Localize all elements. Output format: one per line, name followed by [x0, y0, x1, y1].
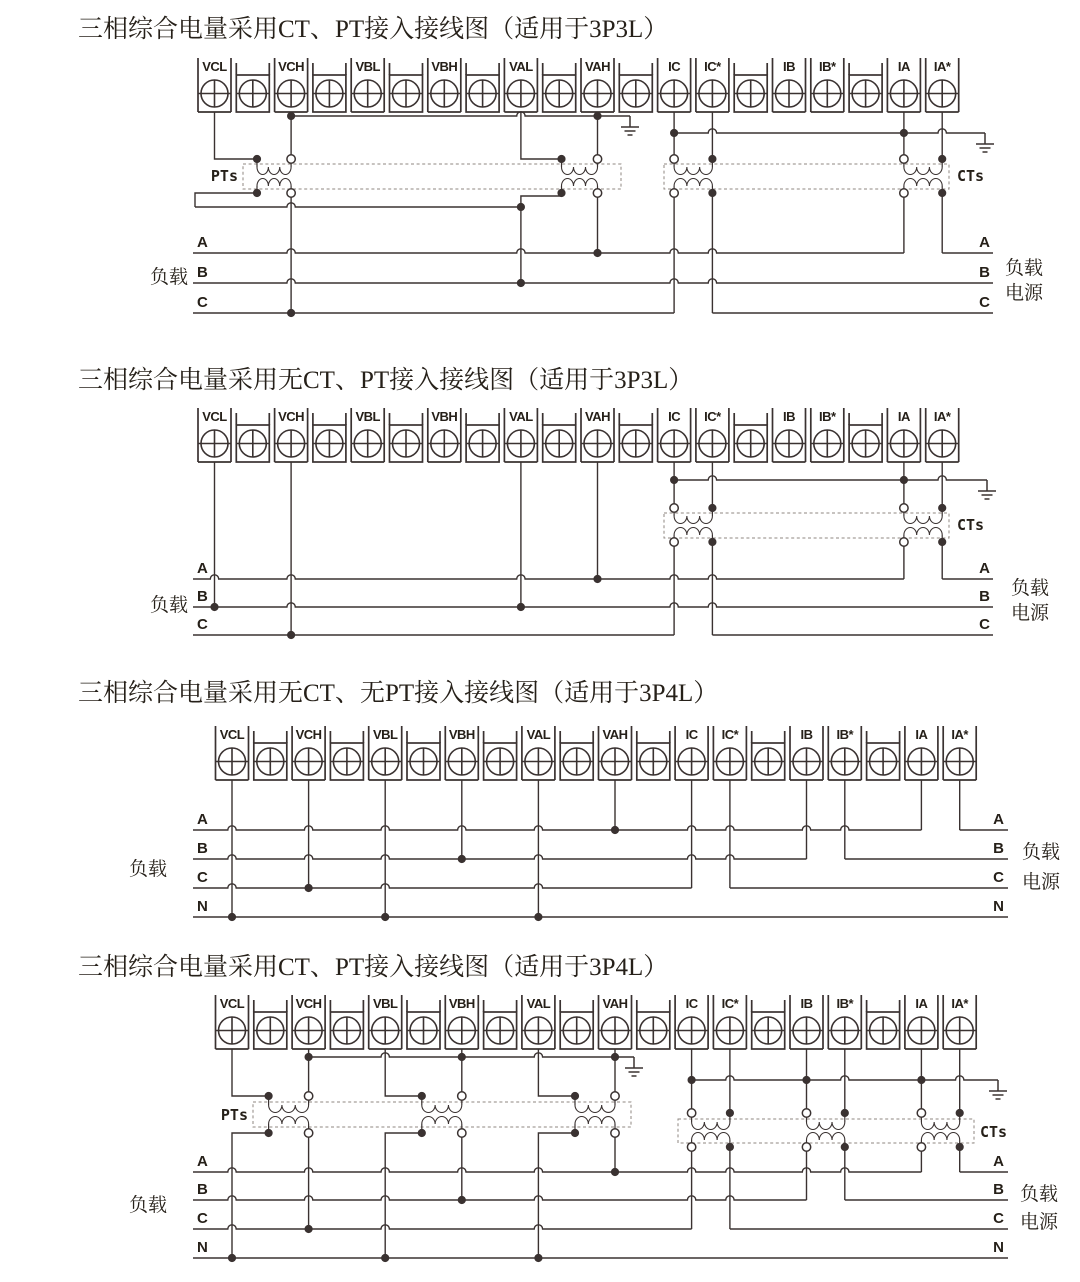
junction-dot	[287, 309, 295, 317]
phase-line	[193, 603, 993, 607]
phase-label-right: N	[993, 1239, 1004, 1256]
polarity-mark	[900, 538, 908, 546]
terminal-label: IA	[897, 59, 910, 74]
polarity-mark	[458, 1129, 466, 1137]
polarity-mark	[687, 1109, 695, 1117]
wire	[232, 1049, 269, 1096]
phase-label-right: A	[993, 811, 1004, 828]
transformer-coil	[692, 1133, 730, 1140]
terminal-label: IB	[783, 59, 795, 74]
phase-label-left: N	[197, 1239, 208, 1256]
junction-dot	[708, 189, 716, 197]
polarity-mark	[802, 1143, 810, 1151]
phase-line	[193, 826, 921, 830]
phase-label-left: A	[197, 560, 208, 577]
terminal-label: IC*	[721, 727, 739, 742]
phase-label-right: B	[993, 840, 1004, 857]
phase-label-right: A	[979, 560, 990, 577]
transformer-coil	[674, 516, 712, 524]
polarity-mark	[611, 1092, 619, 1100]
diagram-2-title: 三相综合电量采用无CT、PT接入接线图（适用于3P3L）	[78, 367, 694, 394]
phase-line	[193, 1225, 692, 1229]
load-label-right: 负载	[1010, 578, 1050, 599]
phase-label-right: A	[993, 1153, 1004, 1170]
transformer-coil	[575, 1117, 615, 1125]
terminal-label: IC	[668, 59, 681, 74]
junction-dot	[611, 1053, 619, 1061]
load-label-right: 负载	[1021, 842, 1061, 863]
junction-dot	[253, 189, 261, 197]
polarity-mark	[304, 1092, 312, 1100]
load-label-left: 负载	[128, 859, 168, 880]
source-label-right: 电源	[1021, 872, 1061, 893]
junction-dot	[381, 913, 389, 921]
terminal-label: IC*	[721, 996, 739, 1011]
terminal-label: VBL	[355, 409, 380, 424]
polarity-mark	[917, 1143, 925, 1151]
phase-label-left: B	[197, 588, 208, 605]
terminal-label: IC	[685, 996, 698, 1011]
junction-dot	[670, 476, 678, 484]
junction-dot	[265, 1129, 273, 1137]
ct-label: CTs	[957, 167, 985, 185]
junction-dot	[726, 1143, 734, 1151]
junction-dot	[458, 1196, 466, 1204]
terminal-label: IA*	[933, 409, 951, 424]
diagram-1-title: 三相综合电量采用CT、PT接入接线图（适用于3P3L）	[78, 16, 669, 43]
terminal-label: VAL	[509, 409, 533, 424]
junction-dot	[381, 1254, 389, 1262]
phase-label-left: B	[197, 840, 208, 857]
polarity-mark	[611, 1129, 619, 1137]
terminal-label: IA	[915, 727, 928, 742]
diagram-4-title: 三相综合电量采用CT、PT接入接线图（适用于3P4L）	[78, 954, 669, 981]
phase-label-left: C	[197, 294, 208, 311]
transformer-coil	[674, 528, 712, 536]
phase-label-left: A	[197, 234, 208, 251]
terminal-label: IA*	[951, 727, 968, 742]
transformer-coil	[807, 1133, 845, 1140]
wire	[521, 193, 562, 207]
polarity-mark	[917, 1109, 925, 1117]
terminal-label: IA*	[951, 996, 968, 1011]
transformer-coil	[422, 1105, 462, 1112]
phase-label-right: A	[979, 234, 990, 251]
diagram-3-title: 三相综合电量采用无CT、无PT接入接线图（适用于3P4L）	[78, 680, 719, 707]
junction-dot	[228, 1254, 236, 1262]
pt-label: PTs	[220, 1106, 248, 1124]
transformer-coil	[674, 179, 712, 186]
junction-dot	[557, 189, 565, 197]
junction-dot	[418, 1129, 426, 1137]
junction-dot	[305, 884, 313, 892]
terminal-label: IA	[915, 996, 928, 1011]
transformer-coil	[904, 516, 942, 524]
wire	[385, 1133, 422, 1258]
wire	[215, 112, 258, 159]
phase-line	[193, 1168, 921, 1172]
terminal-label: VAH	[602, 996, 628, 1011]
transformer-coil	[269, 1105, 309, 1112]
polarity-mark	[900, 155, 908, 163]
phase-line	[193, 249, 904, 253]
transformer-coil	[921, 1122, 959, 1130]
junction-dot	[253, 155, 261, 163]
phase-label-right: C	[979, 616, 990, 633]
terminal-label: VBH	[431, 409, 458, 424]
wire	[385, 1049, 422, 1096]
phase-label-right: C	[979, 294, 990, 311]
terminal-label: VCL	[219, 996, 245, 1011]
terminal-label: VAH	[602, 727, 628, 742]
polarity-mark	[900, 504, 908, 512]
load-label-left: 负载	[128, 1195, 168, 1216]
transformer-coil	[575, 1105, 615, 1113]
transformer-coil	[904, 528, 942, 536]
junction-dot	[708, 155, 716, 163]
junction-dot	[265, 1092, 273, 1100]
transformer-coil	[562, 167, 598, 175]
junction-dot	[917, 1076, 925, 1084]
phase-label-right: N	[993, 898, 1004, 915]
junction-dot	[305, 1225, 313, 1233]
ct-label: CTs	[980, 1123, 1008, 1141]
junction-dot	[611, 1168, 619, 1176]
transformer-coil	[269, 1117, 309, 1125]
junction-dot	[938, 538, 946, 546]
polarity-mark	[593, 189, 601, 197]
terminal-label: IB*	[819, 59, 836, 74]
polarity-mark	[687, 1143, 695, 1151]
terminal-label: VCL	[219, 727, 245, 742]
pt-label: PTs	[210, 167, 238, 185]
phase-label-left: A	[197, 1153, 208, 1170]
load-label-right: 负载	[1019, 1184, 1059, 1205]
phase-line	[193, 884, 692, 888]
junction-dot	[517, 279, 525, 287]
transformer-coil	[904, 179, 942, 186]
junction-dot	[802, 1076, 810, 1084]
terminal-label: IC	[668, 409, 681, 424]
terminal-label: VAH	[585, 409, 610, 424]
junction-dot	[593, 112, 601, 120]
wire	[521, 112, 562, 159]
terminal-label: VAL	[509, 59, 533, 74]
phase-line	[193, 855, 807, 859]
junction-dot	[458, 1053, 466, 1061]
pt-box	[253, 1102, 631, 1127]
phase-label-left: B	[197, 264, 208, 281]
terminal-label: VBH	[448, 727, 475, 742]
wire	[195, 193, 257, 207]
junction-dot	[900, 476, 908, 484]
junction-dot	[571, 1129, 579, 1137]
junction-dot	[287, 112, 295, 120]
phase-label-left: C	[197, 1210, 208, 1227]
transformer-coil	[562, 179, 598, 186]
phase-label-right: C	[993, 869, 1004, 886]
phase-line	[193, 279, 993, 283]
junction-dot	[534, 1254, 542, 1262]
junction-dot	[210, 603, 218, 611]
terminal-label: VBL	[372, 996, 398, 1011]
phase-line	[193, 575, 904, 579]
junction-dot	[534, 913, 542, 921]
junction-dot	[708, 538, 716, 546]
terminal-label: IB*	[836, 996, 854, 1011]
pt-box	[243, 164, 621, 189]
phase-label-right: B	[979, 264, 990, 281]
terminal-label: IC	[685, 727, 698, 742]
transformer-coil	[807, 1122, 845, 1130]
terminal-label: VCL	[202, 409, 227, 424]
polarity-mark	[304, 1129, 312, 1137]
junction-dot	[305, 1053, 313, 1061]
terminal-label: IB	[783, 409, 795, 424]
terminal-label: IC*	[704, 409, 721, 424]
junction-dot	[938, 504, 946, 512]
load-label-left: 负载	[149, 595, 189, 616]
terminal-label: IB*	[836, 727, 854, 742]
terminal-label: VCH	[295, 996, 322, 1011]
source-label-right: 电源	[1004, 283, 1044, 304]
source-label-right: 电源	[1019, 1212, 1059, 1233]
terminal-label: IB	[800, 996, 813, 1011]
junction-dot	[571, 1092, 579, 1100]
junction-dot	[287, 631, 295, 639]
junction-dot	[841, 1143, 849, 1151]
junction-dot	[900, 129, 908, 137]
polarity-mark	[593, 155, 601, 163]
transformer-coil	[422, 1117, 462, 1125]
terminal-label: VCH	[295, 727, 322, 742]
junction-dot	[611, 826, 619, 834]
bus-wire	[195, 203, 521, 207]
transformer-coil	[257, 178, 291, 186]
polarity-mark	[670, 504, 678, 512]
junction-dot	[841, 1109, 849, 1117]
transformer-coil	[692, 1122, 730, 1130]
terminal-label: VBL	[355, 59, 380, 74]
ct-box	[664, 513, 949, 538]
ct-box	[664, 164, 949, 189]
junction-dot	[458, 855, 466, 863]
phase-label-left: A	[197, 811, 208, 828]
terminal-label: IB*	[819, 409, 836, 424]
terminal-label: VAL	[526, 996, 551, 1011]
wire	[538, 1133, 575, 1258]
terminal-label: VBL	[372, 727, 398, 742]
load-label-left: 负载	[149, 267, 189, 288]
terminal-label: VBH	[431, 59, 458, 74]
terminal-label: IC*	[704, 59, 721, 74]
phase-label-right: C	[993, 1210, 1004, 1227]
junction-dot	[517, 203, 525, 211]
polarity-mark	[287, 155, 295, 163]
polarity-mark	[802, 1109, 810, 1117]
junction-dot	[517, 603, 525, 611]
junction-dot	[688, 1076, 696, 1084]
junction-dot	[726, 1109, 734, 1117]
terminal-label: IA*	[933, 59, 951, 74]
transformer-coil	[257, 167, 291, 174]
polarity-mark	[670, 538, 678, 546]
load-label-right: 负载	[1004, 258, 1044, 279]
terminal-label: VAL	[526, 727, 551, 742]
phase-line	[193, 1196, 807, 1200]
junction-dot	[557, 155, 565, 163]
phase-label-left: N	[197, 898, 208, 915]
ct-box	[678, 1119, 974, 1143]
ct-label: CTs	[957, 516, 985, 534]
wire	[538, 1049, 575, 1096]
phase-label-left: B	[197, 1181, 208, 1198]
phase-label-right: B	[979, 588, 990, 605]
junction-dot	[593, 575, 601, 583]
transformer-coil	[921, 1133, 959, 1140]
transformer-coil	[904, 167, 942, 175]
source-label-right: 电源	[1010, 603, 1050, 624]
phase-label-right: B	[993, 1181, 1004, 1198]
terminal-label: VAH	[585, 59, 610, 74]
terminal-label: VCH	[278, 409, 305, 424]
polarity-mark	[900, 189, 908, 197]
junction-dot	[418, 1092, 426, 1100]
junction-dot	[670, 129, 678, 137]
polarity-mark	[287, 189, 295, 197]
junction-dot	[938, 189, 946, 197]
wire	[232, 1133, 269, 1258]
junction-dot	[228, 913, 236, 921]
terminal-label: IB	[800, 727, 813, 742]
polarity-mark	[670, 155, 678, 163]
terminal-label: VBH	[448, 996, 475, 1011]
junction-dot	[956, 1109, 964, 1117]
bus-wire	[674, 129, 985, 133]
junction-dot	[938, 155, 946, 163]
terminal-label: IA	[897, 409, 910, 424]
junction-dot	[708, 504, 716, 512]
polarity-mark	[670, 189, 678, 197]
junction-dot	[593, 249, 601, 257]
bus-wire	[309, 1053, 634, 1057]
transformer-coil	[674, 167, 712, 175]
terminal-label: VCL	[202, 59, 227, 74]
phase-label-left: C	[197, 869, 208, 886]
bus-wire	[674, 476, 987, 480]
polarity-mark	[458, 1092, 466, 1100]
terminal-label: VCH	[278, 59, 305, 74]
junction-dot	[956, 1143, 964, 1151]
phase-label-left: C	[197, 616, 208, 633]
